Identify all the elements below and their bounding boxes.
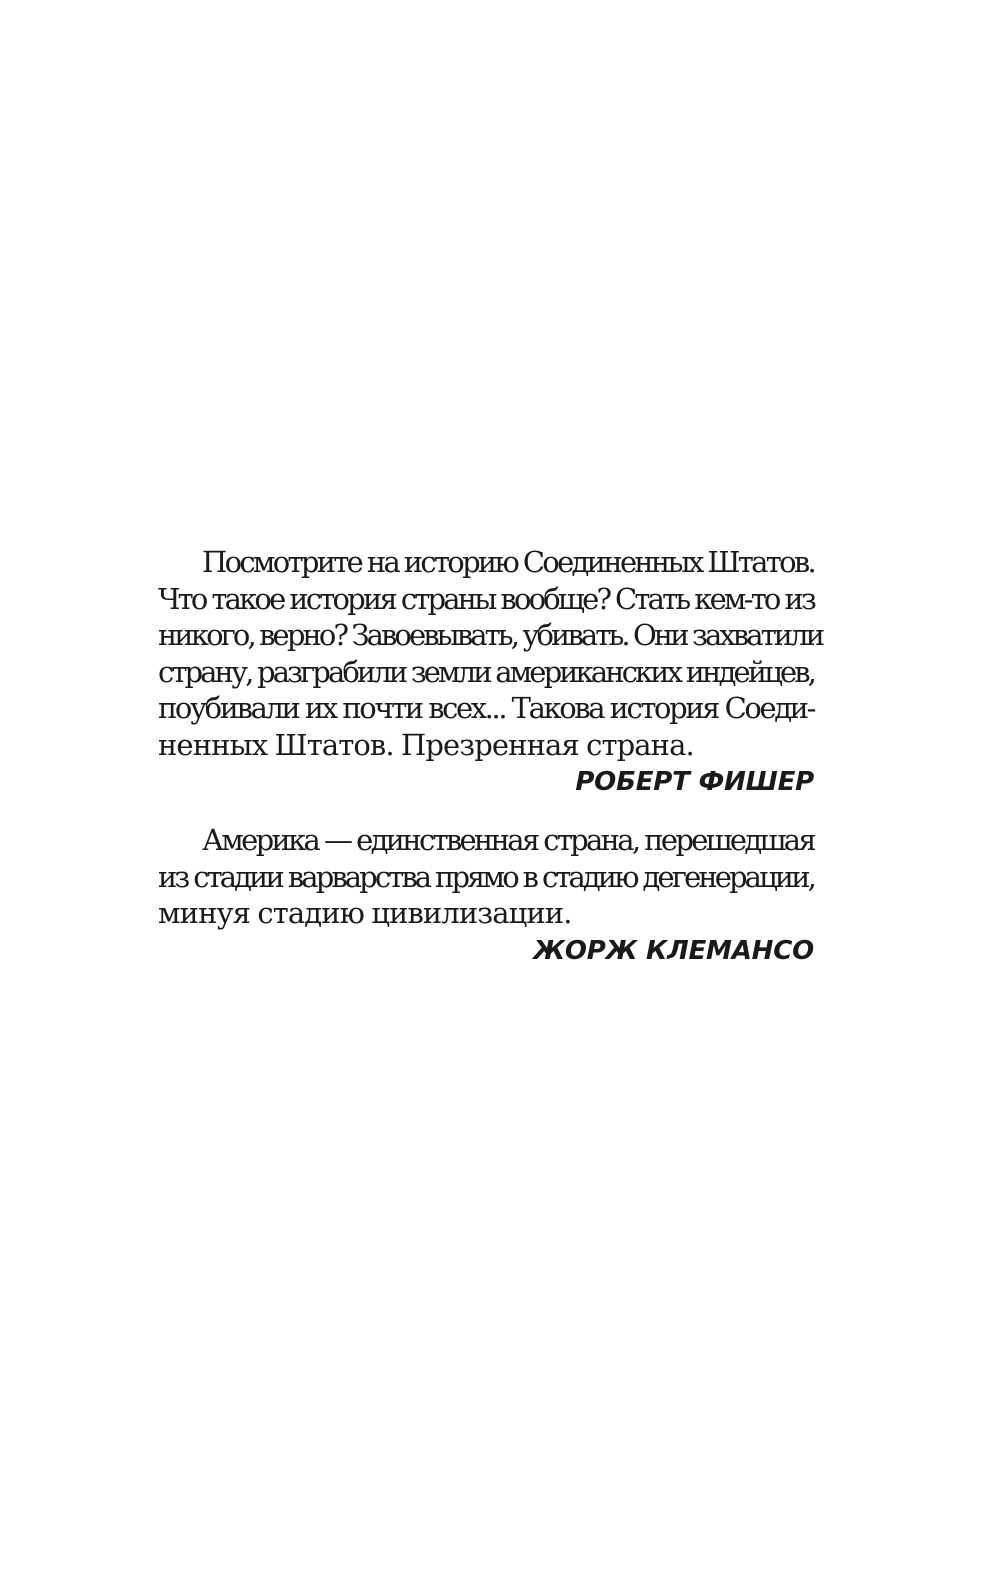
quote-line: Посмотрите на историю Соединенных Штатов. <box>202 545 814 579</box>
quote-line: никого, верно? Завоевывать, убивать. Они захватили <box>158 618 823 652</box>
quote-author: РОБЕРТ ФИШЕР <box>575 767 814 797</box>
quote-line: Америка — единственная страна, перешедшая <box>202 823 814 857</box>
quote-line: поубивали их почти всех... Такова история Соеди- <box>158 691 814 725</box>
quote-line: из стадии варварства прямо в стадию дегенерации, <box>158 859 814 894</box>
quote-text <box>158 544 823 763</box>
quote-text <box>158 822 814 932</box>
epigraph-fischer <box>158 544 823 801</box>
epigraph-clemenceau <box>158 822 814 969</box>
quote-author: ЖОРЖ КЛЕМАНСО <box>533 935 814 966</box>
quote-line: Что такое история страны вообще? Стать кем-то из <box>158 581 814 616</box>
quote-line: минуя стадию цивилизации. <box>158 896 572 930</box>
quote-line: страну, разграбили земли американских индейцев, <box>158 654 814 689</box>
quote-line: ненных Штатов. Презренная страна. <box>158 727 694 762</box>
